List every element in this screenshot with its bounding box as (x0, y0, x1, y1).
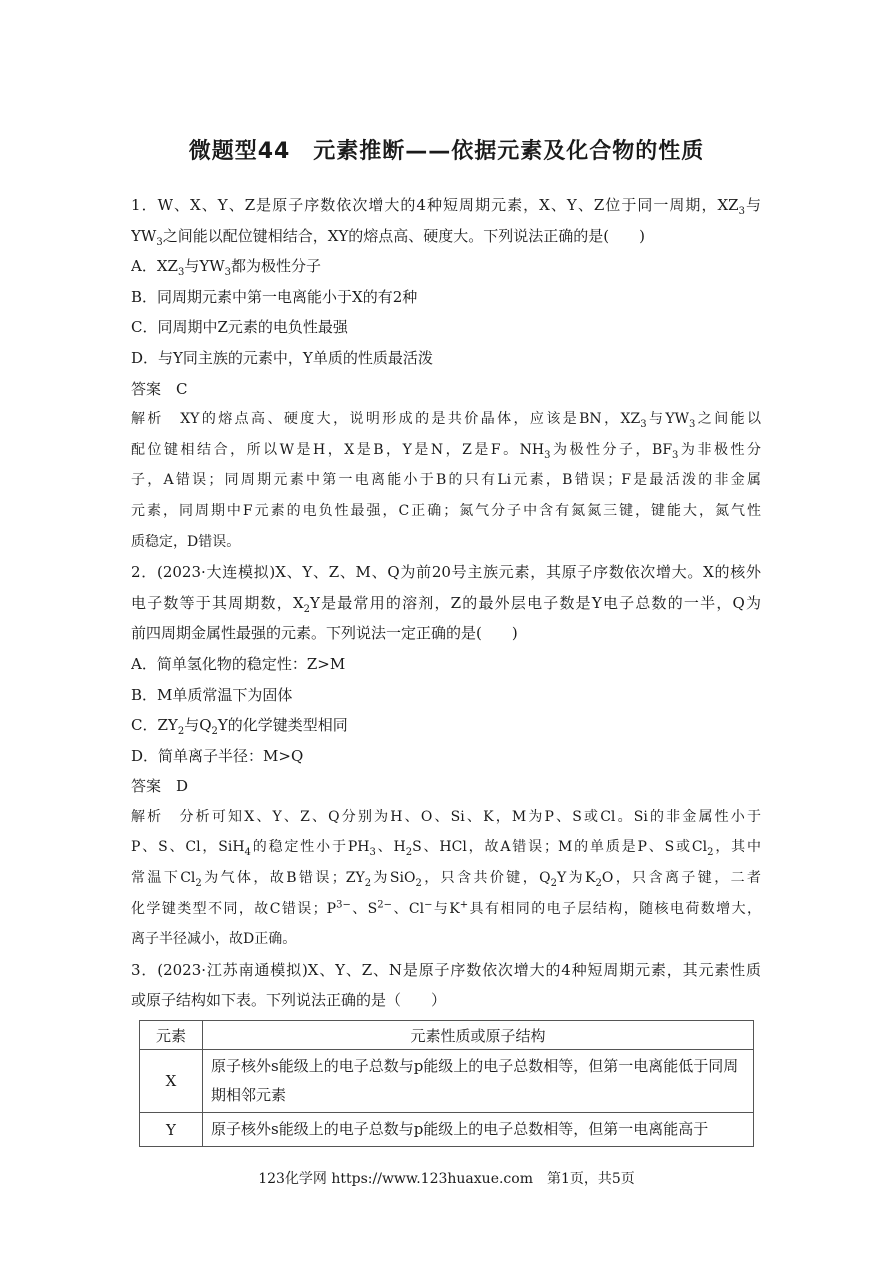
q1-stem-line-2: $YW_3$之间能以配位键相结合，XY的熔点高、硬度大。下列说法正确的是( ) (131, 226, 645, 248)
q2-option-a: A．简单氢化物的稳定性：Z>M (131, 654, 346, 673)
q1-answer: 答案 C (131, 379, 188, 398)
q1-option-d: D．与Y同主族的元素中，Y单质的性质最活泼 (131, 348, 433, 367)
q2-explanation-line-3: 常温下$Cl_2$为气体，故B错误；$ZY_2$为SiO$_2$，只含共价键，$Q_2Y$为$K_2O$，只含离子键，二者 (131, 870, 761, 889)
q2-option-d: D．简单离子半径：M>Q (131, 746, 304, 765)
q1-explanation-line-3: 子，A错误；同周期元素中第一电离能小于B的只有Li元素，B错误；F是最活泼的非金属 (131, 472, 761, 489)
table-cell-description: 原子核外s能级上的电子总数与p能级上的电子总数相等，但第一电离能高于 (203, 1113, 754, 1147)
q1-explanation-line-4: 元素，同周期中F元素的电负性最强，C正确；氮气分子中含有氮氮三键，键能大，氮气性 (131, 502, 761, 519)
q1-explanation-line-5: 质稳定，D错误。 (131, 533, 241, 550)
q1-stem-line-1: 1．W、X、Y、Z是原子序数依次增大的4种短周期元素，X、Y、Z位于同一周期，$XZ_3$与 (131, 196, 761, 217)
q2-explanation-line-2: P、S、Cl，SiH$_4$的稳定性小于$PH_3$、$H_2S$、HCl，故A错误；M的单质是P、S或$Cl_2$，其中 (131, 839, 761, 859)
q1-option-b: B．同周期元素中第一电离能小于X的有2种 (131, 287, 418, 306)
page-title: 微题型44 元素推断——依据元素及化合物的性质 (188, 139, 705, 164)
table-cell-element: Y (140, 1113, 203, 1147)
page-footer: 123化学网 https://www.123huaxue.com 第1页，共5页 (258, 1171, 635, 1187)
table-header-cell: 元素性质或原子结构 (203, 1021, 754, 1050)
q1-explanation-line-1: 解析 XY的熔点高、硬度大，说明形成的是共价晶体，应该是BN，$XZ_3$与$YW_3$之间能以 (131, 411, 761, 430)
q2-explanation-line-5: 离子半径减小，故D正确。 (131, 931, 297, 948)
table-cell-description: 原子核外s能级上的电子总数与p能级上的电子总数相等，但第一电离能低于同周期相邻元素 (203, 1050, 754, 1113)
table-row (140, 1113, 754, 1147)
q2-option-b: B．M单质常温下为固体 (131, 685, 293, 704)
table-row (140, 1050, 754, 1113)
document-body (131, 190, 761, 1016)
q3-stem-line-1: 3．(2023·江苏南通模拟)X、Y、Z、N是原子序数依次增大的4种短周期元素，其元素性质 (131, 960, 761, 979)
q2-stem-line-2: 电子数等于其周期数，$X_2Y$是最常用的溶剂，Z的最外层电子数是Y电子总数的一半，Q为 (131, 593, 761, 615)
q1-explanation-line-2: 配位键相结合，所以W是H，X是B，Y是N，Z是F。$NH_3$为极性分子，$BF_3$为非极性分 (131, 441, 761, 461)
q1-option-a: A．$XZ_3$与$YW_3$都为极性分子 (131, 257, 322, 279)
table-header-cell: 元素 (140, 1021, 203, 1050)
q2-stem-line-3: 前四周期金属性最强的元素。下列说法一定正确的是( ) (131, 624, 518, 643)
q3-stem-line-2: 或原子结构如下表。下列说法正确的是（ ） (131, 991, 447, 1010)
q2-explanation-line-4: 化学键类型不同，故C错误；$P^{3-}$、$S^{2-}$、Cl−与K+具有相同的电子层结构，随核电荷数增大， (131, 899, 761, 917)
q1-option-c: C．同周期中Z元素的电负性最强 (131, 318, 348, 337)
q2-answer: 答案 D (131, 777, 189, 796)
q2-option-c: C．$ZY_2$与$Q_2Y$的化学键类型相同 (131, 716, 348, 738)
element-table (139, 1020, 754, 1147)
table-header-row (140, 1021, 754, 1050)
table-cell-element: X (140, 1050, 203, 1113)
q2-stem-line-1: 2．(2023·大连模拟)X、Y、Z、M、Q为前20号主族元素，其原子序数依次增大。X的核外 (131, 563, 761, 582)
q2-explanation-line-1: 解析 分析可知X、Y、Z、Q分别为H、O、Si、K，M为P、S或Cl。Si的非金属性小于 (131, 808, 761, 825)
